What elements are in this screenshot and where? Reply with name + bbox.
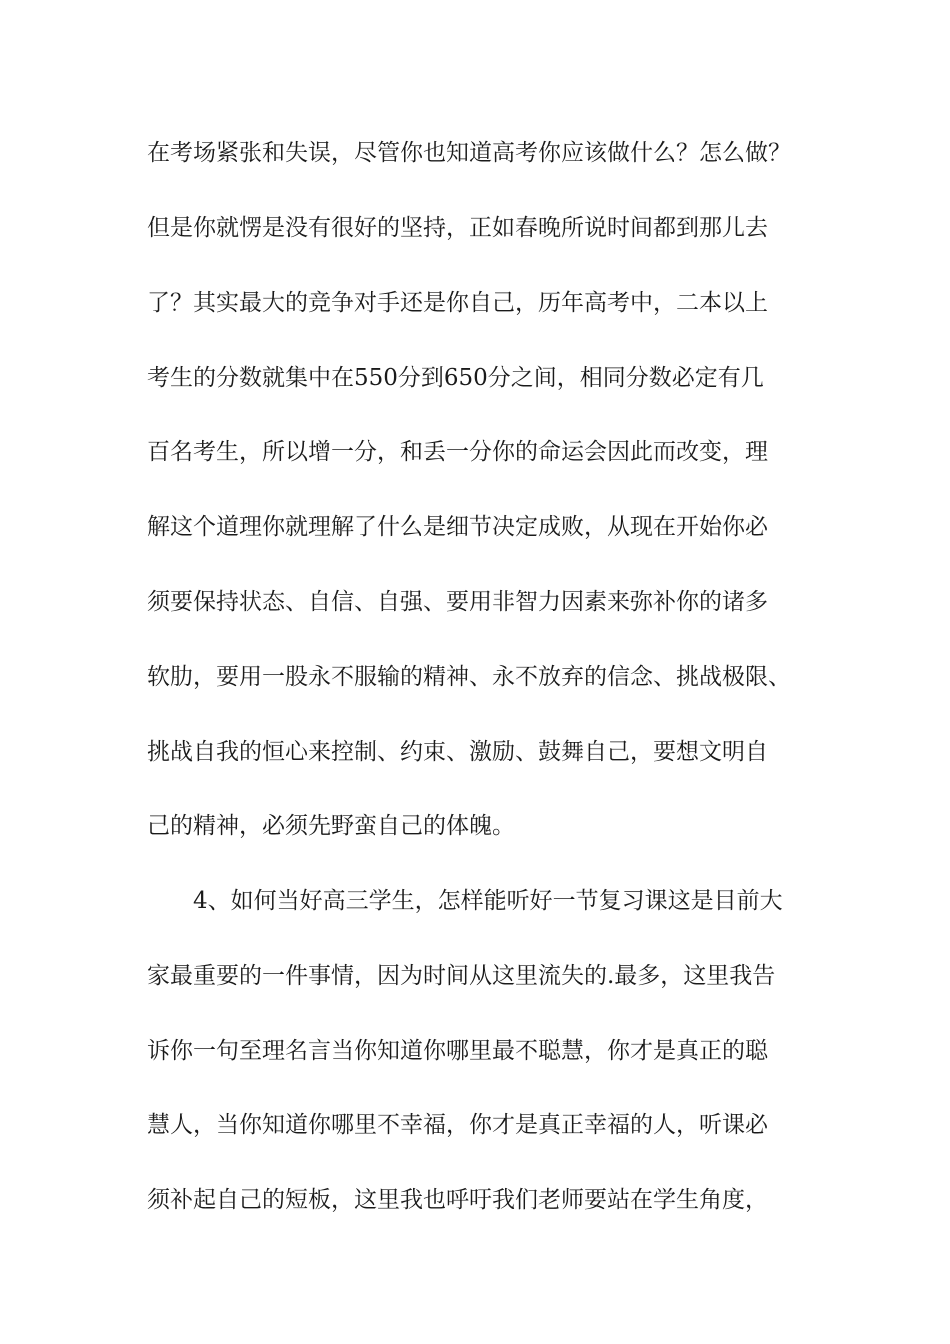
text-line-8: 软肋，要用一股永不服输的精神、永不放弃的信念、挑战极限、 bbox=[147, 664, 791, 690]
text-line-1: 在考场紧张和失误，尽管你也知道高考你应该做什么？怎么做？ bbox=[147, 140, 791, 166]
text-line-4: 考生的分数就集中在550分到650分之间，相同分数必定有几 bbox=[147, 365, 764, 391]
text-line-15: 须补起自己的短板，这里我也呼吁我们老师要站在学生角度， bbox=[147, 1187, 768, 1213]
text-line-14: 慧人，当你知道你哪里不幸福，你才是真正幸福的人，听课必 bbox=[147, 1112, 768, 1138]
text-line-6: 解这个道理你就理解了什么是细节决定成败，从现在开始你必 bbox=[147, 514, 768, 540]
text-line-10: 己的精神，必须先野蛮自己的体魄。 bbox=[147, 813, 515, 839]
text-line-2: 但是你就愣是没有很好的坚持，正如春晚所说时间都到那儿去 bbox=[147, 215, 768, 241]
text-line-3: 了？其实最大的竞争对手还是你自己，历年高考中，二本以上 bbox=[147, 290, 768, 316]
text-line-12: 家最重要的一件事情，因为时间从这里流失的.最多，这里我告 bbox=[147, 963, 776, 989]
text-line-11: 4、如何当好高三学生，怎样能听好一节复习课这是目前大 bbox=[193, 888, 783, 914]
text-line-7: 须要保持状态、自信、自强、要用非智力因素来弥补你的诸多 bbox=[147, 589, 768, 615]
text-line-13: 诉你一句至理名言当你知道你哪里最不聪慧，你才是真正的聪 bbox=[147, 1038, 768, 1064]
text-line-9: 挑战自我的恒心来控制、约束、激励、鼓舞自己，要想文明自 bbox=[147, 739, 768, 765]
text-line-5: 百名考生，所以增一分，和丢一分你的命运会因此而改变，理 bbox=[147, 439, 768, 465]
